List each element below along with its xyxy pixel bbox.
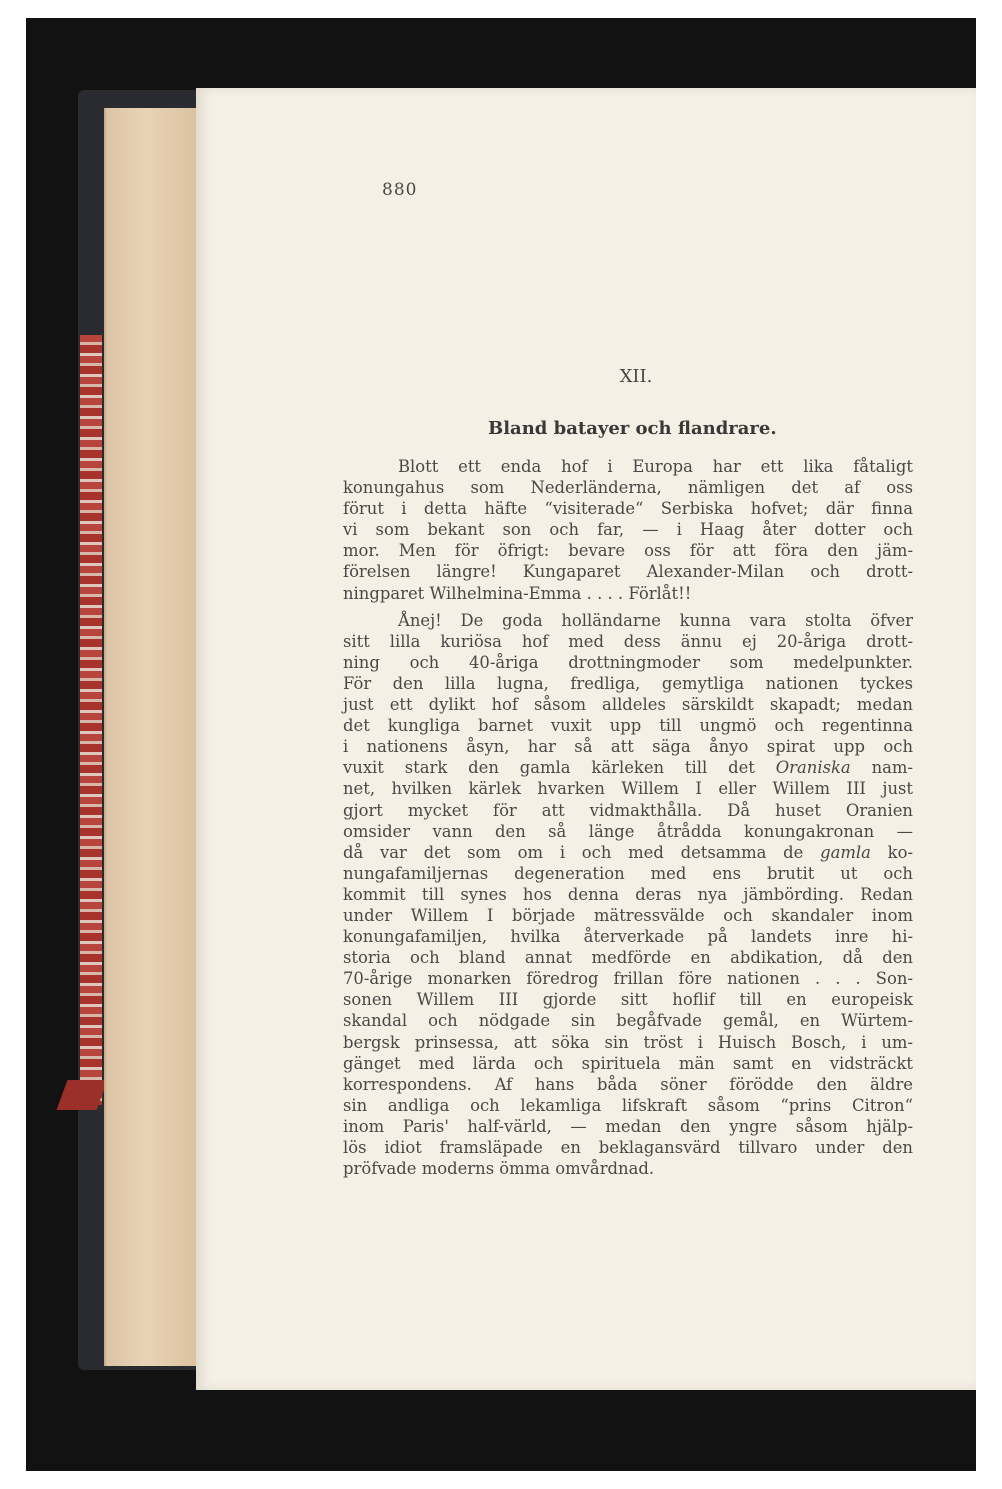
- text-line: nungafamiljernas degeneration med ens brutit ut och: [343, 863, 913, 883]
- text-line: i nationens åsyn, har så att säga ånyo spirat upp och: [343, 737, 913, 757]
- text-line: gänget med lärda och spirituela män samt en vidsträckt: [343, 1053, 913, 1073]
- text-run: ko-: [870, 842, 913, 862]
- text-line: 70-årige monarken föredrog frillan före nationen . . . Son-: [343, 969, 913, 989]
- text-line: korrespondens. Af hans båda söner förödde den äldre: [343, 1074, 913, 1094]
- chapter-number: XII.: [619, 366, 653, 387]
- text-line: konungafamiljen, hvilka återverkade på landets inre hi-: [343, 927, 913, 947]
- text-line: bergsk prinsessa, att söka sin tröst i Huisch Bosch, i um-: [343, 1032, 913, 1052]
- italic-word: gamla: [820, 842, 871, 862]
- italic-word: Oraniska: [775, 758, 851, 778]
- chapter-title: Bland batayer och flandrare.: [488, 418, 777, 439]
- text-line: just ett dylikt hof såsom alldeles särskildt skapadt; medan: [343, 695, 913, 715]
- text-line: ning och 40-åriga drottningmoder som medelpunkter.: [343, 652, 913, 672]
- text-line: skandal och nödgade sin begåfvade gemål, en Würtem-: [343, 1011, 913, 1031]
- text-line: konungahus som Nederländerna, nämligen det af oss: [343, 478, 913, 498]
- text-line-mixed: [343, 842, 913, 863]
- text-line: mor. Men för öfrigt: bevare oss för att föra den jäm-: [343, 541, 913, 561]
- text-line: omsider vann den så länge åtrådda konungakronan —: [343, 821, 913, 841]
- page-number: 880: [382, 180, 418, 200]
- text-line: pröfvade moderns ömma omvårdnad.: [343, 1159, 655, 1179]
- text-line: under Willem I började mätressvälde och skandaler inom: [343, 905, 913, 925]
- text-run: nam-: [850, 758, 913, 778]
- text-run: då var det som om i och med detsamma de: [343, 842, 804, 862]
- page-fore-edge: [104, 108, 206, 1366]
- text-line: förelsen längre! Kungaparet Alexander-Milan och drott-: [343, 562, 913, 582]
- text-line: net, hvilken kärlek hvarken Willem I eller Willem III just: [343, 779, 913, 799]
- text-line: inom Paris' half-värld, — medan den yngre såsom hjälp-: [343, 1116, 913, 1136]
- text-line: förut i detta häfte “visiterade“ Serbiska hofvet; där finna: [343, 499, 913, 519]
- text-line: sitt lilla kuriösa hof med dess ännu ej 20-åriga drott-: [343, 631, 913, 651]
- text-line: Ånej! De goda holländarne kunna vara stolta öfver: [398, 610, 913, 630]
- text-line: vi som bekant son och far, — i Haag åter dotter och: [343, 520, 913, 540]
- text-line: lös idiot framsläpade en beklagansvärd tillvaro under den: [343, 1138, 913, 1157]
- text-line: ningparet Wilhelmina-Emma . . . . Förlåt!!: [343, 583, 692, 603]
- text-line: storia och bland annat medförde en abdikation, då den: [343, 948, 913, 968]
- book-spine-binding: [80, 335, 102, 1105]
- text-line: För den lilla lugna, fredliga, gemytliga nationen tyckes: [343, 673, 913, 693]
- text-line-mixed: [343, 757, 913, 778]
- text-line: sin andliga och lekamliga lifskraft såsom “prins Citron“: [343, 1095, 913, 1115]
- text-line: Blott ett enda hof i Europa har ett lika fåtaligt: [398, 457, 913, 476]
- chapter-body: [343, 456, 913, 1179]
- text-line: kommit till synes hos denna deras nya jämbörding. Redan: [343, 884, 913, 904]
- text-line: det kungliga barnet vuxit upp till ungmö och regentinna: [343, 716, 913, 736]
- text-run: vuxit stark den gamla kärleken till det: [343, 758, 755, 778]
- text-line: gjort mycket för att vidmakthålla. Då huset Oranien: [343, 800, 913, 820]
- text-line: sonen Willem III gjorde sitt hoflif till en europeisk: [343, 990, 913, 1010]
